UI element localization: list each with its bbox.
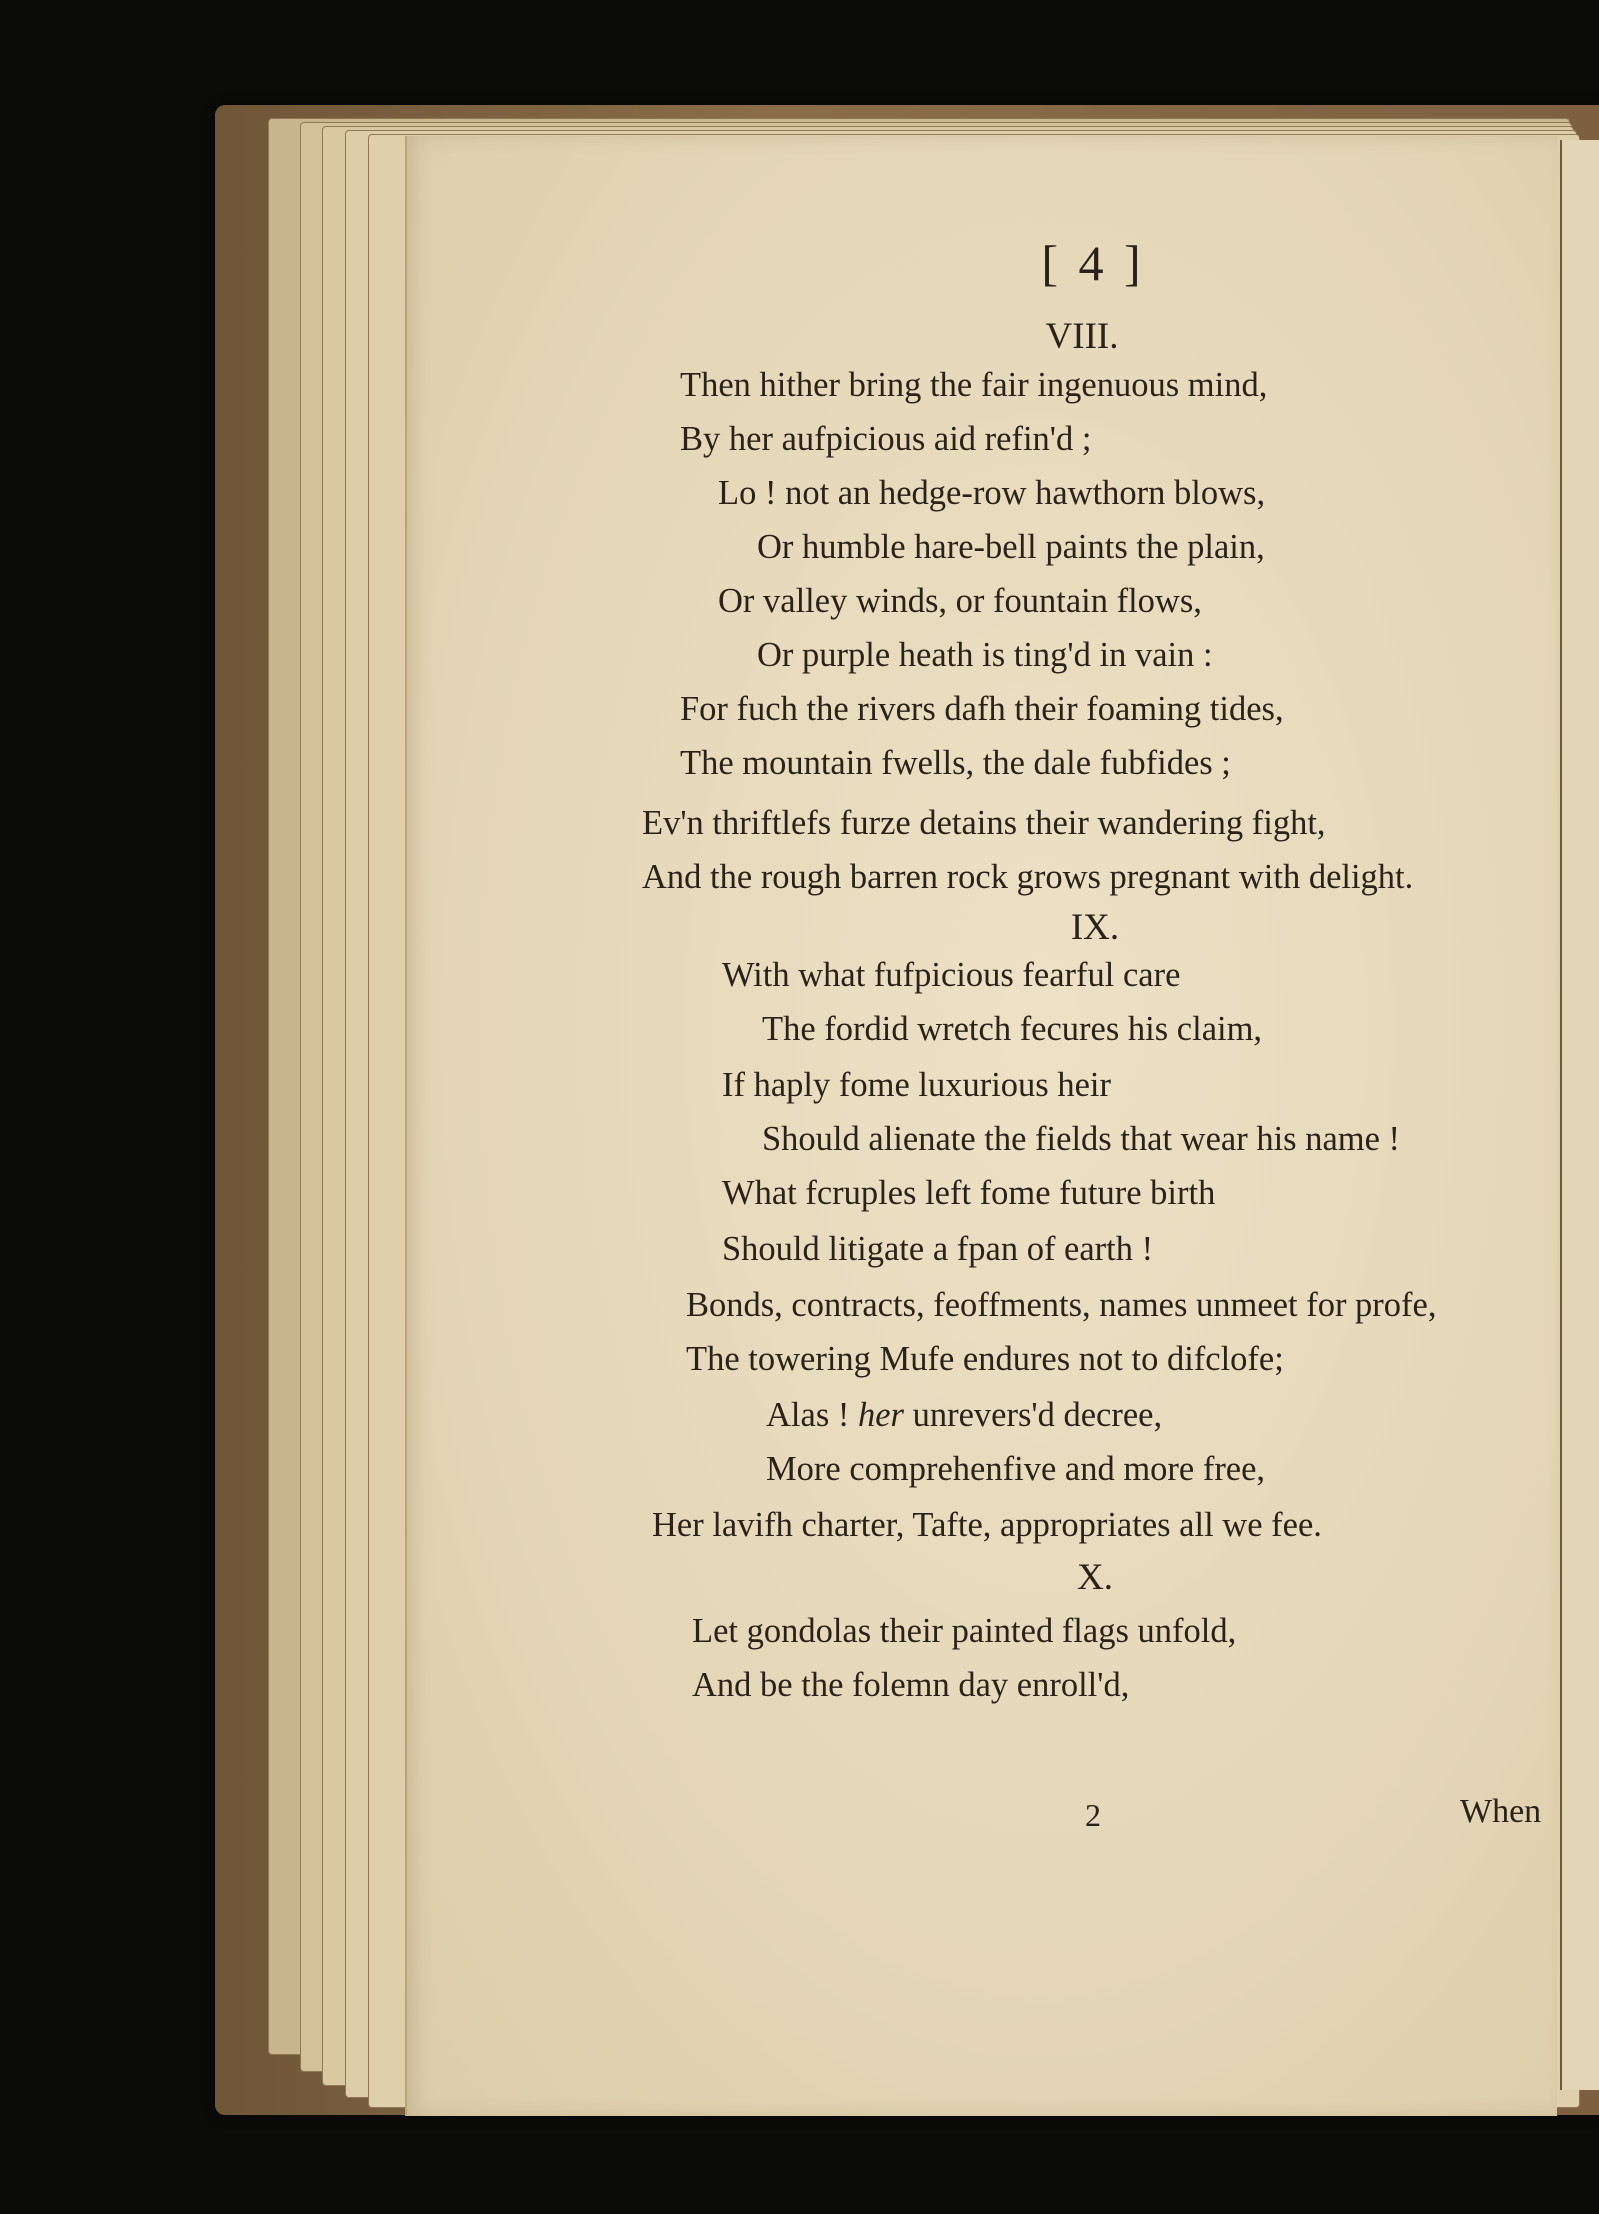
page-number: [ 4 ]: [1041, 235, 1145, 291]
poem-line: Let gondolas their painted flags unfold,: [692, 1612, 1237, 1650]
poem-line: If haply fome luxurious heir: [722, 1066, 1111, 1104]
poem-line: More comprehenfive and more free,: [766, 1450, 1266, 1488]
stanza-numeral: IX.: [1070, 907, 1120, 948]
stanza-numeral: VIII.: [1045, 316, 1119, 357]
poem-line: By her aufpicious aid refin'd ;: [680, 420, 1092, 458]
poem-line: For fuch the rivers dafh their foaming tides,: [680, 690, 1284, 728]
facing-page-edge: [1560, 140, 1599, 2090]
poem-line: The mountain fwells, the dale fubfides ;: [680, 744, 1231, 782]
poem-line: Lo ! not an hedge-row hawthorn blows,: [718, 474, 1266, 512]
stanza-numeral: X.: [1077, 1557, 1113, 1598]
poem-line: Her lavifh charter, Tafte, appropriates all we fee.: [652, 1506, 1322, 1544]
poem-line: The towering Mufe endures not to difclofe;: [686, 1340, 1284, 1378]
poem-line: Or valley winds, or fountain flows,: [718, 582, 1202, 620]
poem-line: With what fufpicious fearful care: [722, 956, 1181, 994]
poem-line: Or humble hare-bell paints the plain,: [757, 528, 1265, 566]
poem-line: The fordid wretch fecures his claim,: [762, 1010, 1263, 1048]
poem-line: Should litigate a fpan of earth !: [722, 1230, 1154, 1268]
signature-mark: 2: [1085, 1797, 1101, 1833]
poem-line: Alas ! her unrevers'd decree,: [766, 1396, 1163, 1434]
poem-line: Then hither bring the fair ingenuous mind,: [680, 366, 1268, 404]
poem-line: Should alienate the fields that wear his name !: [762, 1120, 1401, 1158]
poem-line: And the rough barren rock grows pregnant with delight.: [642, 858, 1414, 896]
poem-line: Or purple heath is ting'd in vain :: [757, 636, 1213, 674]
poem-line: Ev'n thriftlefs furze detains their wandering fight,: [642, 804, 1326, 842]
poem-line: And be the folemn day enroll'd,: [692, 1666, 1130, 1704]
catchword: When: [1460, 1793, 1542, 1830]
poem-line: Bonds, contracts, feoffments, names unmeet for profe,: [686, 1286, 1437, 1324]
poem-line: What fcruples left fome future birth: [722, 1174, 1216, 1212]
